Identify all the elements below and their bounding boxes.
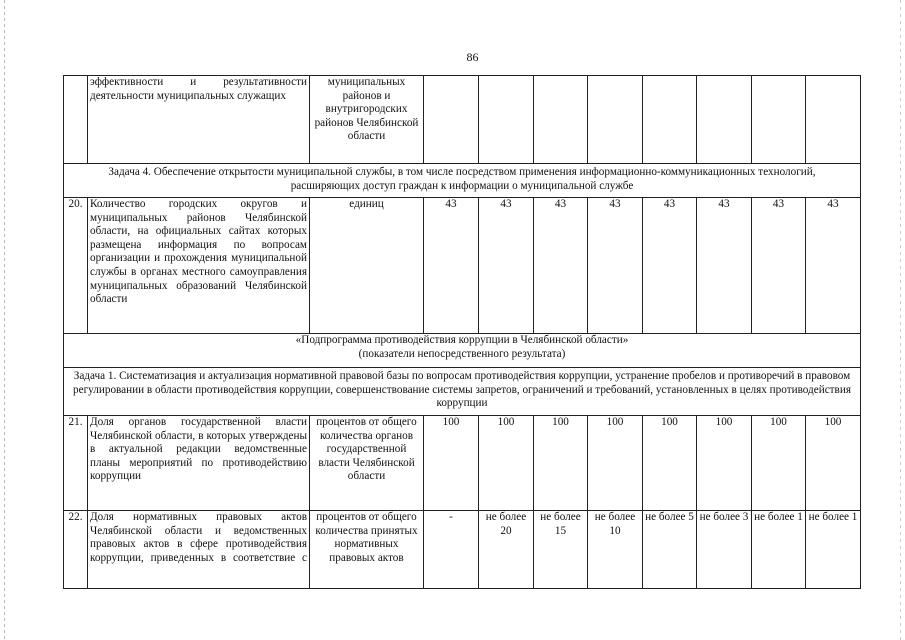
unit-cell: муниципальных районов и внутригородских районов Челябинской области bbox=[310, 76, 424, 164]
value-cell: 43 bbox=[752, 198, 806, 334]
table-row-indicator-22 bbox=[64, 511, 861, 589]
subprogram-subtitle: (показатели непосредственного результата) bbox=[358, 347, 566, 360]
value-cell: 100 bbox=[424, 416, 479, 511]
page-number: 86 bbox=[466, 50, 479, 64]
page-edge-right bbox=[900, 0, 901, 640]
indicators-table bbox=[63, 75, 861, 589]
value-cell bbox=[424, 76, 479, 164]
value-cell: 43 bbox=[534, 198, 588, 334]
table-row-indicator-21 bbox=[64, 416, 861, 511]
value-cell: 43 bbox=[588, 198, 643, 334]
row-number: 22. bbox=[64, 511, 88, 589]
indicator-name-cell: эффективности и результативности деятельности муниципальных служащих bbox=[88, 76, 310, 164]
indicator-name-cell: Доля нормативных правовых актов Челябинской области и ведомственных правовых актов в сфере противодействия коррупции, приведенных в соответствие с bbox=[88, 511, 310, 589]
value-cell: не более 10 bbox=[588, 511, 643, 589]
indicator-name-cell: Количество городских округов и муниципальных районов Челябинской области, на официальных сайтах которых размещена информация по вопросам организации и прохождения муниципальной службы в органах местного самоуправления муниципальных образований Челябинской области bbox=[88, 198, 310, 334]
subprogram-heading bbox=[64, 334, 861, 368]
value-cell: 100 bbox=[752, 416, 806, 511]
value-cell: не более 1 bbox=[806, 511, 861, 589]
value-cell bbox=[697, 76, 752, 164]
value-cell: не более 5 bbox=[643, 511, 697, 589]
value-cell bbox=[534, 76, 588, 164]
table-row-task-heading bbox=[64, 368, 861, 416]
row-number: 21. bbox=[64, 416, 88, 511]
unit-cell: процентов от общего количества принятых нормативных правовых актов bbox=[310, 511, 424, 589]
value-cell bbox=[806, 76, 861, 164]
value-cell: не более 3 bbox=[697, 511, 752, 589]
value-cell: - bbox=[424, 511, 479, 589]
value-cell: 100 bbox=[806, 416, 861, 511]
value-cell bbox=[752, 76, 806, 164]
value-cell: не более 15 bbox=[534, 511, 588, 589]
value-cell: 43 bbox=[424, 198, 479, 334]
value-cell: 100 bbox=[479, 416, 534, 511]
value-cell: 43 bbox=[806, 198, 861, 334]
indicator-name-cell: Доля органов государственной власти Челябинской области, в которых утверждены в актуальной редакции ведомственные планы мероприятий по противодействию коррупции bbox=[88, 416, 310, 511]
value-cell: 43 bbox=[643, 198, 697, 334]
value-cell: 100 bbox=[588, 416, 643, 511]
value-cell bbox=[588, 76, 643, 164]
subprogram-title: «Подпрограмма противодействия коррупции в Челябинской области» bbox=[295, 334, 629, 346]
value-cell: 100 bbox=[697, 416, 752, 511]
unit-cell: единиц bbox=[310, 198, 424, 334]
value-cell: 100 bbox=[643, 416, 697, 511]
value-cell: 100 bbox=[534, 416, 588, 511]
value-cell bbox=[643, 76, 697, 164]
value-cell: не более 1 bbox=[752, 511, 806, 589]
value-cell bbox=[479, 76, 534, 164]
row-number: 20. bbox=[64, 198, 88, 334]
task-4-heading: Задача 4. Обеспечение открытости муниципальной службы, в том числе посредством применения информационно-коммуникационных технологий, расширяющих доступ граждан к информации о муниципальной службе bbox=[64, 164, 861, 198]
page-edge-left bbox=[4, 0, 5, 640]
value-cell: 43 bbox=[697, 198, 752, 334]
table-row-subprogram-heading bbox=[64, 334, 861, 368]
table-row-indicator-20 bbox=[64, 198, 861, 334]
table-row-continuation bbox=[64, 76, 861, 164]
unit-cell: процентов от общего количества органов государственной власти Челябинской области bbox=[310, 416, 424, 511]
value-cell: 43 bbox=[479, 198, 534, 334]
value-cell: не более 20 bbox=[479, 511, 534, 589]
task-1-heading: Задача 1. Систематизация и актуализация нормативной правовой базы по вопросам противодействия коррупции, устранение пробелов и противоречий в правовом регулировании в области противодействия коррупции, совершенствование системы запретов, ограничений и требований, установленных в целях противодействия коррупции bbox=[64, 368, 861, 416]
row-number-cell bbox=[64, 76, 88, 164]
table-row-task-heading bbox=[64, 164, 861, 198]
